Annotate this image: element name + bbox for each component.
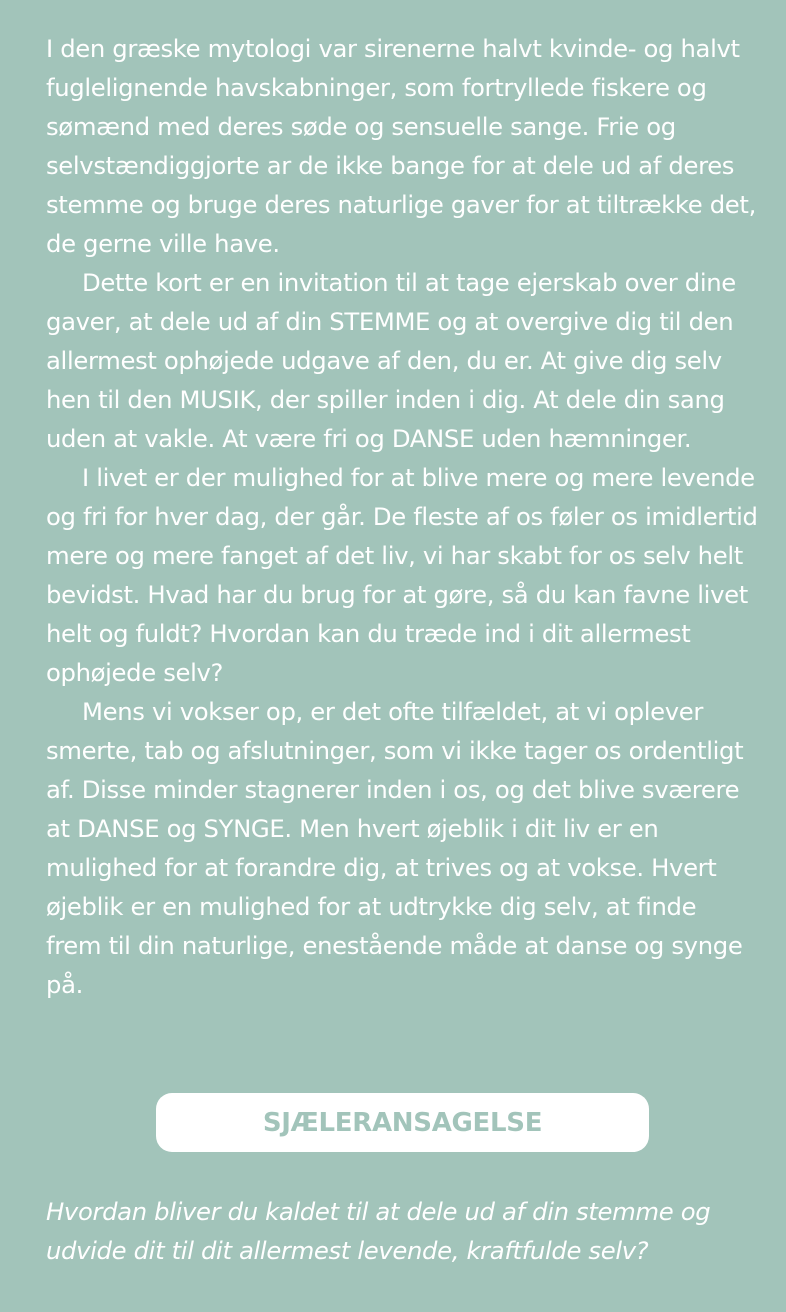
paragraph-invitation: Dette kort er en invitation til at tage ejerskab over dine gaver, at dele ud af din STEMME og at overgive dig til den allermest ophøjede udgave af den, du er. At give dig selv hen til den MUSIK, der spiller inden i dig. At dele din sang uden at vakle. At være fri og DANSE uden hæmninger. [46, 268, 736, 453]
paragraph-life: I livet er der mulighed for at blive mere og mere levende og fri for hver dag, der går. De fleste af os føler os imidlertid mere og mere fanget af det liv, vi har skabt for os selv helt bevidst. Hvad har du brug for at gøre, så du kan favne livet helt og fuldt? Hvordan kan du træde ind i dit allermest ophøjede selv? [46, 463, 758, 687]
closing-question: Hvordan bliver du kaldet til at dele ud af din stemme og udvide dit til dit allermest levende, kraftfulde selv? [46, 1197, 711, 1265]
paragraph-growth: Mens vi vokser op, er det ofte tilfældet, at vi oplever smerte, tab og afslutninger, som vi ikke tager os ordentligt af. Disse minder stagnerer inden i os, og det blive sværere at DANSE og SYNGE. Men hvert øjeblik i dit liv er en mulighed for at forandre dig, at trives og at vokse. Hvert øjeblik er en mulighed for at udtrykke dig selv, at finde frem til din naturlige, enestående måde at danse og synge på. [46, 697, 744, 999]
section-label-pill [156, 1093, 649, 1152]
section-label: SJÆLERANSAGELSE [262, 1107, 543, 1138]
card-body-text [46, 29, 758, 1004]
paragraph-intro: I den græske mytologi var sirenerne halvt kvinde- og halvt fuglelignende havskabninger, som fortryllede fiskere og sømænd med deres søde og sensuelle sange. Frie og selvstændiggjorte ar de ikke bange for at dele ud af deres stemme og bruge deres naturlige gaver for at tiltrække det, de gerne ville have. [46, 34, 756, 258]
